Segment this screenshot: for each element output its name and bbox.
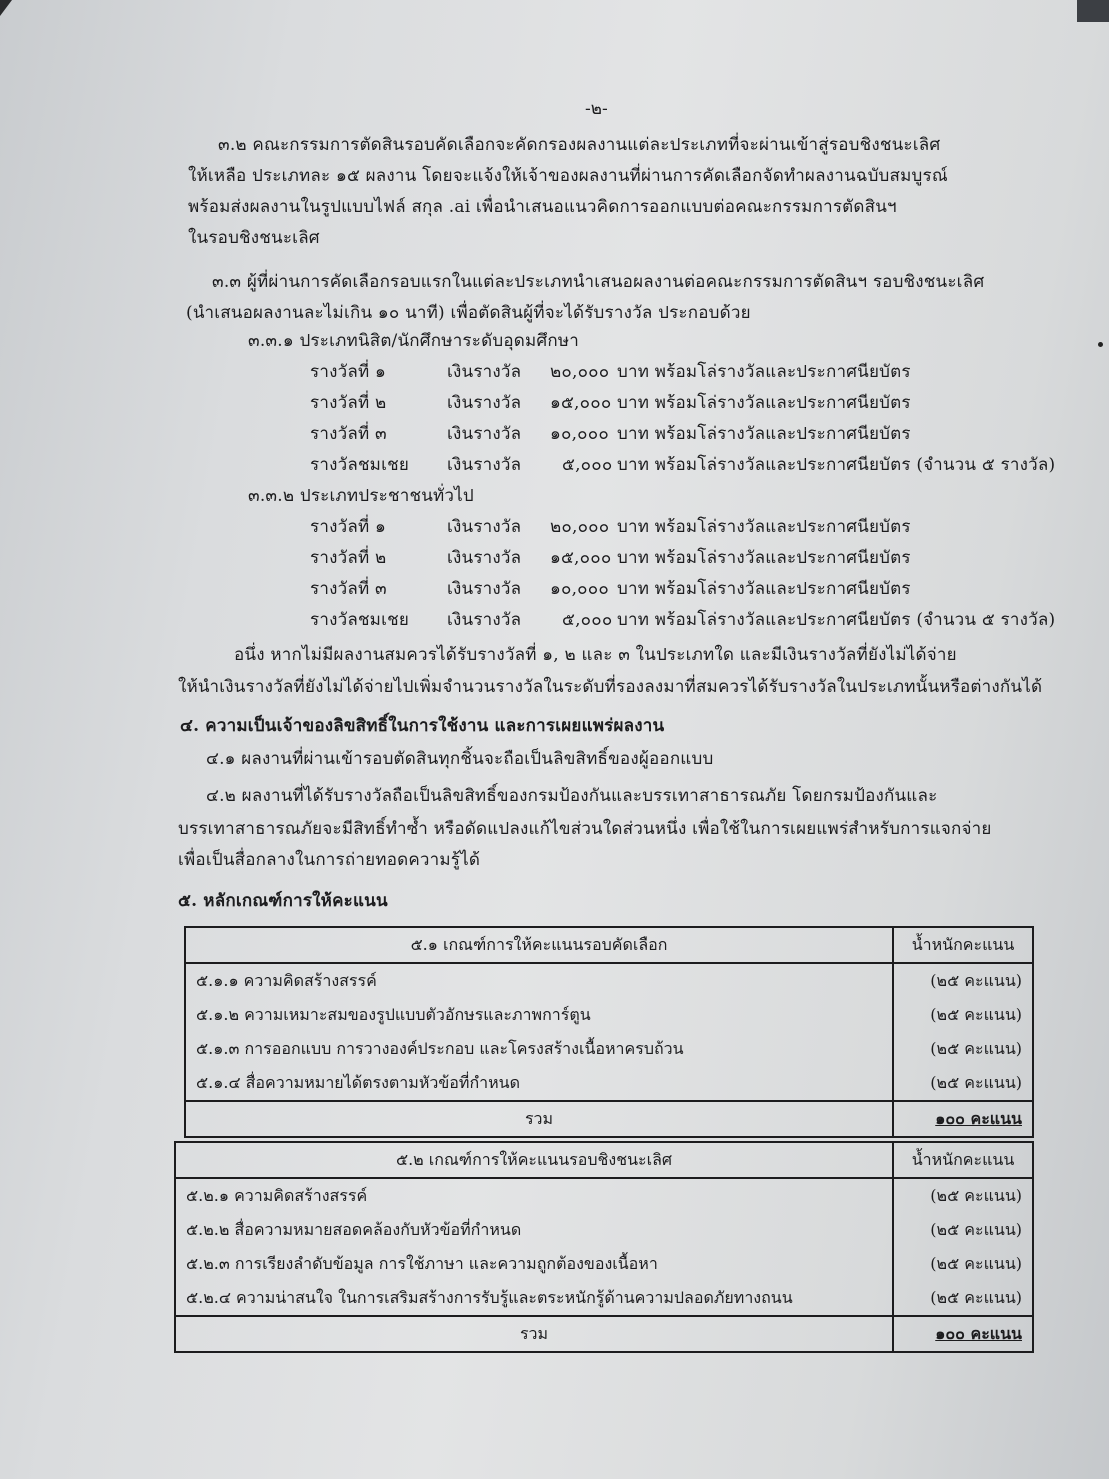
table-total-score: ๑๐๐ คะแนน xyxy=(893,1316,1033,1352)
clause-3-2-line-3: พร้อมส่งผลงานในรูปแบบไฟล์ สกุล .ai เพื่อนำเสนอแนวคิดการออกแบบต่อคณะกรรมการตัดสินฯ xyxy=(188,197,897,217)
criteria-score: (๒๕ คะแนน) xyxy=(893,963,1033,998)
table-header-criteria: ๕.๑ เกณฑ์การให้คะแนนรอบคัดเลือก xyxy=(185,927,893,963)
criteria-label: ๕.๑.๔ สื่อความหมายได้ตรงตามหัวข้อที่กำหนด xyxy=(185,1066,893,1101)
prize-name: รางวัลชมเชย xyxy=(310,610,409,630)
criteria-label: ๕.๒.๒ สื่อความหมายสอดคล้องกับหัวข้อที่กำหนด xyxy=(175,1213,893,1247)
prize-amount: ๒๐,๐๐๐ xyxy=(550,362,610,382)
criteria-label: ๕.๑.๒ ความเหมาะสมของรูปแบบตัวอักษรและภาพการ์ตูน xyxy=(185,998,893,1032)
criteria-table-final xyxy=(174,1141,1034,1353)
prize-name: รางวัลที่ ๓ xyxy=(310,579,387,599)
paper-speck xyxy=(1098,342,1103,347)
prize-detail: บาท พร้อมโล่รางวัลและประกาศนียบัตร xyxy=(617,548,911,568)
criteria-score: (๒๕ คะแนน) xyxy=(893,1247,1033,1281)
section-4-2-line-3: เพื่อเป็นสื่อกลางในการถ่ายทอดความรู้ได้ xyxy=(178,850,481,870)
section-4-1: ๔.๑ ผลงานที่ผ่านเข้ารอบตัดสินทุกชิ้นจะถือเป็นลิขสิทธิ์ของผู้ออกแบบ xyxy=(206,749,714,769)
prize-name: รางวัลที่ ๒ xyxy=(310,393,387,413)
prize-detail: บาท พร้อมโล่รางวัลและประกาศนียบัตร (จำนวน ๕ รางวัล) xyxy=(617,610,1056,630)
note-line-1: อนึ่ง หากไม่มีผลงานสมควรได้รับรางวัลที่ ๑, ๒ และ ๓ ในประเภทใด และมีเงินรางวัลที่ยังไม่ได้จ่าย xyxy=(234,645,957,665)
table-header-weight: น้ำหนักคะแนน xyxy=(893,1142,1033,1178)
criteria-label: ๕.๑.๓ การออกแบบ การวางองค์ประกอบ และโครงสร้างเนื้อหาครบถ้วน xyxy=(185,1032,893,1066)
category-1-title: ๓.๓.๑ ประเภทนิสิต/นักศึกษาระดับอุดมศึกษา xyxy=(248,331,580,351)
prize-detail: บาท พร้อมโล่รางวัลและประกาศนียบัตร (จำนวน ๕ รางวัล) xyxy=(617,455,1056,475)
clause-3-3-line-2: (นำเสนอผลงานละไม่เกิน ๑๐ นาที) เพื่อตัดสินผู้ที่จะได้รับรางวัล ประกอบด้วย xyxy=(186,303,751,323)
category-2-title: ๓.๓.๒ ประเภทประชาชนทั่วไป xyxy=(248,486,474,506)
photo-edge-shadow xyxy=(1077,0,1109,22)
prize-detail: บาท พร้อมโล่รางวัลและประกาศนียบัตร xyxy=(617,362,911,382)
prize-detail: บาท พร้อมโล่รางวัลและประกาศนียบัตร xyxy=(617,579,911,599)
prize-money-label: เงินรางวัล xyxy=(447,424,522,444)
criteria-table-screening xyxy=(184,926,1034,1138)
section-4-2-line-1: ๔.๒ ผลงานที่ได้รับรางวัลถือเป็นลิขสิทธิ์ของกรมป้องกันและบรรเทาสาธารณภัย โดยกรมป้องกันและ xyxy=(206,786,938,806)
prize-name: รางวัลที่ ๑ xyxy=(310,517,386,537)
table-header-criteria: ๕.๒ เกณฑ์การให้คะแนนรอบชิงชนะเลิศ xyxy=(175,1142,893,1178)
criteria-label: ๕.๒.๔ ความน่าสนใจ ในการเสริมสร้างการรับรู้และตระหนักรู้ด้านความปลอดภัยทางถนน xyxy=(175,1281,893,1316)
prize-money-label: เงินรางวัล xyxy=(447,393,522,413)
photo-corner-shadow xyxy=(0,0,12,16)
prize-money-label: เงินรางวัล xyxy=(447,548,522,568)
criteria-label: ๕.๒.๓ การเรียงลำดับข้อมูล การใช้ภาษา และความถูกต้องของเนื้อหา xyxy=(175,1247,893,1281)
section-4-2-line-2: บรรเทาสาธารณภัยจะมีสิทธิ์ทำซ้ำ หรือดัดแปลงแก้ไขส่วนใดส่วนหนึ่ง เพื่อใช้ในการเผยแพร่สำหรับการแจกจ่าย xyxy=(178,819,992,839)
criteria-label: ๕.๑.๑ ความคิดสร้างสรรค์ xyxy=(185,963,893,998)
prize-amount: ๑๕,๐๐๐ xyxy=(550,393,612,413)
clause-3-2-line-2: ให้เหลือ ประเภทละ ๑๕ ผลงาน โดยจะแจ้งให้เจ้าของผลงานที่ผ่านการคัดเลือกจัดทำผลงานฉบับสมบูรณ์ xyxy=(188,166,948,186)
table-total-label: รวม xyxy=(175,1316,893,1352)
prize-amount: ๕,๐๐๐ xyxy=(562,455,613,475)
prize-name: รางวัลที่ ๓ xyxy=(310,424,387,444)
criteria-score: (๒๕ คะแนน) xyxy=(893,1066,1033,1101)
criteria-label: ๕.๒.๑ ความคิดสร้างสรรค์ xyxy=(175,1178,893,1213)
criteria-score: (๒๕ คะแนน) xyxy=(893,1032,1033,1066)
prize-money-label: เงินรางวัล xyxy=(447,362,522,382)
note-line-2: ให้นำเงินรางวัลที่ยังไม่ได้จ่ายไปเพิ่มจำนวนรางวัลในระดับที่รองลงมาที่สมควรได้รับรางวัลในประเภทนั้นหรือต่างกันได้ xyxy=(178,677,1043,697)
criteria-score: (๒๕ คะแนน) xyxy=(893,998,1033,1032)
prize-amount: ๕,๐๐๐ xyxy=(562,610,613,630)
table-header-weight: น้ำหนักคะแนน xyxy=(893,927,1033,963)
prize-money-label: เงินรางวัล xyxy=(447,610,522,630)
table-total-score: ๑๐๐ คะแนน xyxy=(893,1101,1033,1137)
prize-money-label: เงินรางวัล xyxy=(447,455,522,475)
prize-amount: ๑๕,๐๐๐ xyxy=(550,548,612,568)
criteria-score: (๒๕ คะแนน) xyxy=(893,1281,1033,1316)
prize-name: รางวัลที่ ๒ xyxy=(310,548,387,568)
prize-amount: ๑๐,๐๐๐ xyxy=(550,579,609,599)
prize-detail: บาท พร้อมโล่รางวัลและประกาศนียบัตร xyxy=(617,424,911,444)
prize-name: รางวัลชมเชย xyxy=(310,455,409,475)
prize-name: รางวัลที่ ๑ xyxy=(310,362,386,382)
criteria-score: (๒๕ คะแนน) xyxy=(893,1178,1033,1213)
clause-3-3-line-1: ๓.๓ ผู้ที่ผ่านการคัดเลือกรอบแรกในแต่ละประเภทนำเสนอผลงานต่อคณะกรรมการตัดสินฯ รอบชิงชนะเลิศ xyxy=(212,272,985,292)
criteria-score: (๒๕ คะแนน) xyxy=(893,1213,1033,1247)
prize-detail: บาท พร้อมโล่รางวัลและประกาศนียบัตร xyxy=(617,517,911,537)
clause-3-2-line-1: ๓.๒ คณะกรรมการตัดสินรอบคัดเลือกจะคัดกรองผลงานแต่ละประเภทที่จะผ่านเข้าสู่รอบชิงชนะเลิศ xyxy=(218,135,941,155)
prize-money-label: เงินรางวัล xyxy=(447,517,522,537)
prize-detail: บาท พร้อมโล่รางวัลและประกาศนียบัตร xyxy=(617,393,911,413)
prize-amount: ๑๐,๐๐๐ xyxy=(550,424,609,444)
clause-3-2-line-4: ในรอบชิงชนะเลิศ xyxy=(188,228,320,248)
table-total-label: รวม xyxy=(185,1101,893,1137)
section-4-heading: ๔. ความเป็นเจ้าของลิขสิทธิ์ในการใช้งาน และการเผยแพร่ผลงาน xyxy=(180,716,665,736)
page-number: -๒- xyxy=(585,99,608,119)
prize-amount: ๒๐,๐๐๐ xyxy=(550,517,610,537)
section-5-heading: ๕. หลักเกณฑ์การให้คะแนน xyxy=(178,891,388,911)
prize-money-label: เงินรางวัล xyxy=(447,579,522,599)
